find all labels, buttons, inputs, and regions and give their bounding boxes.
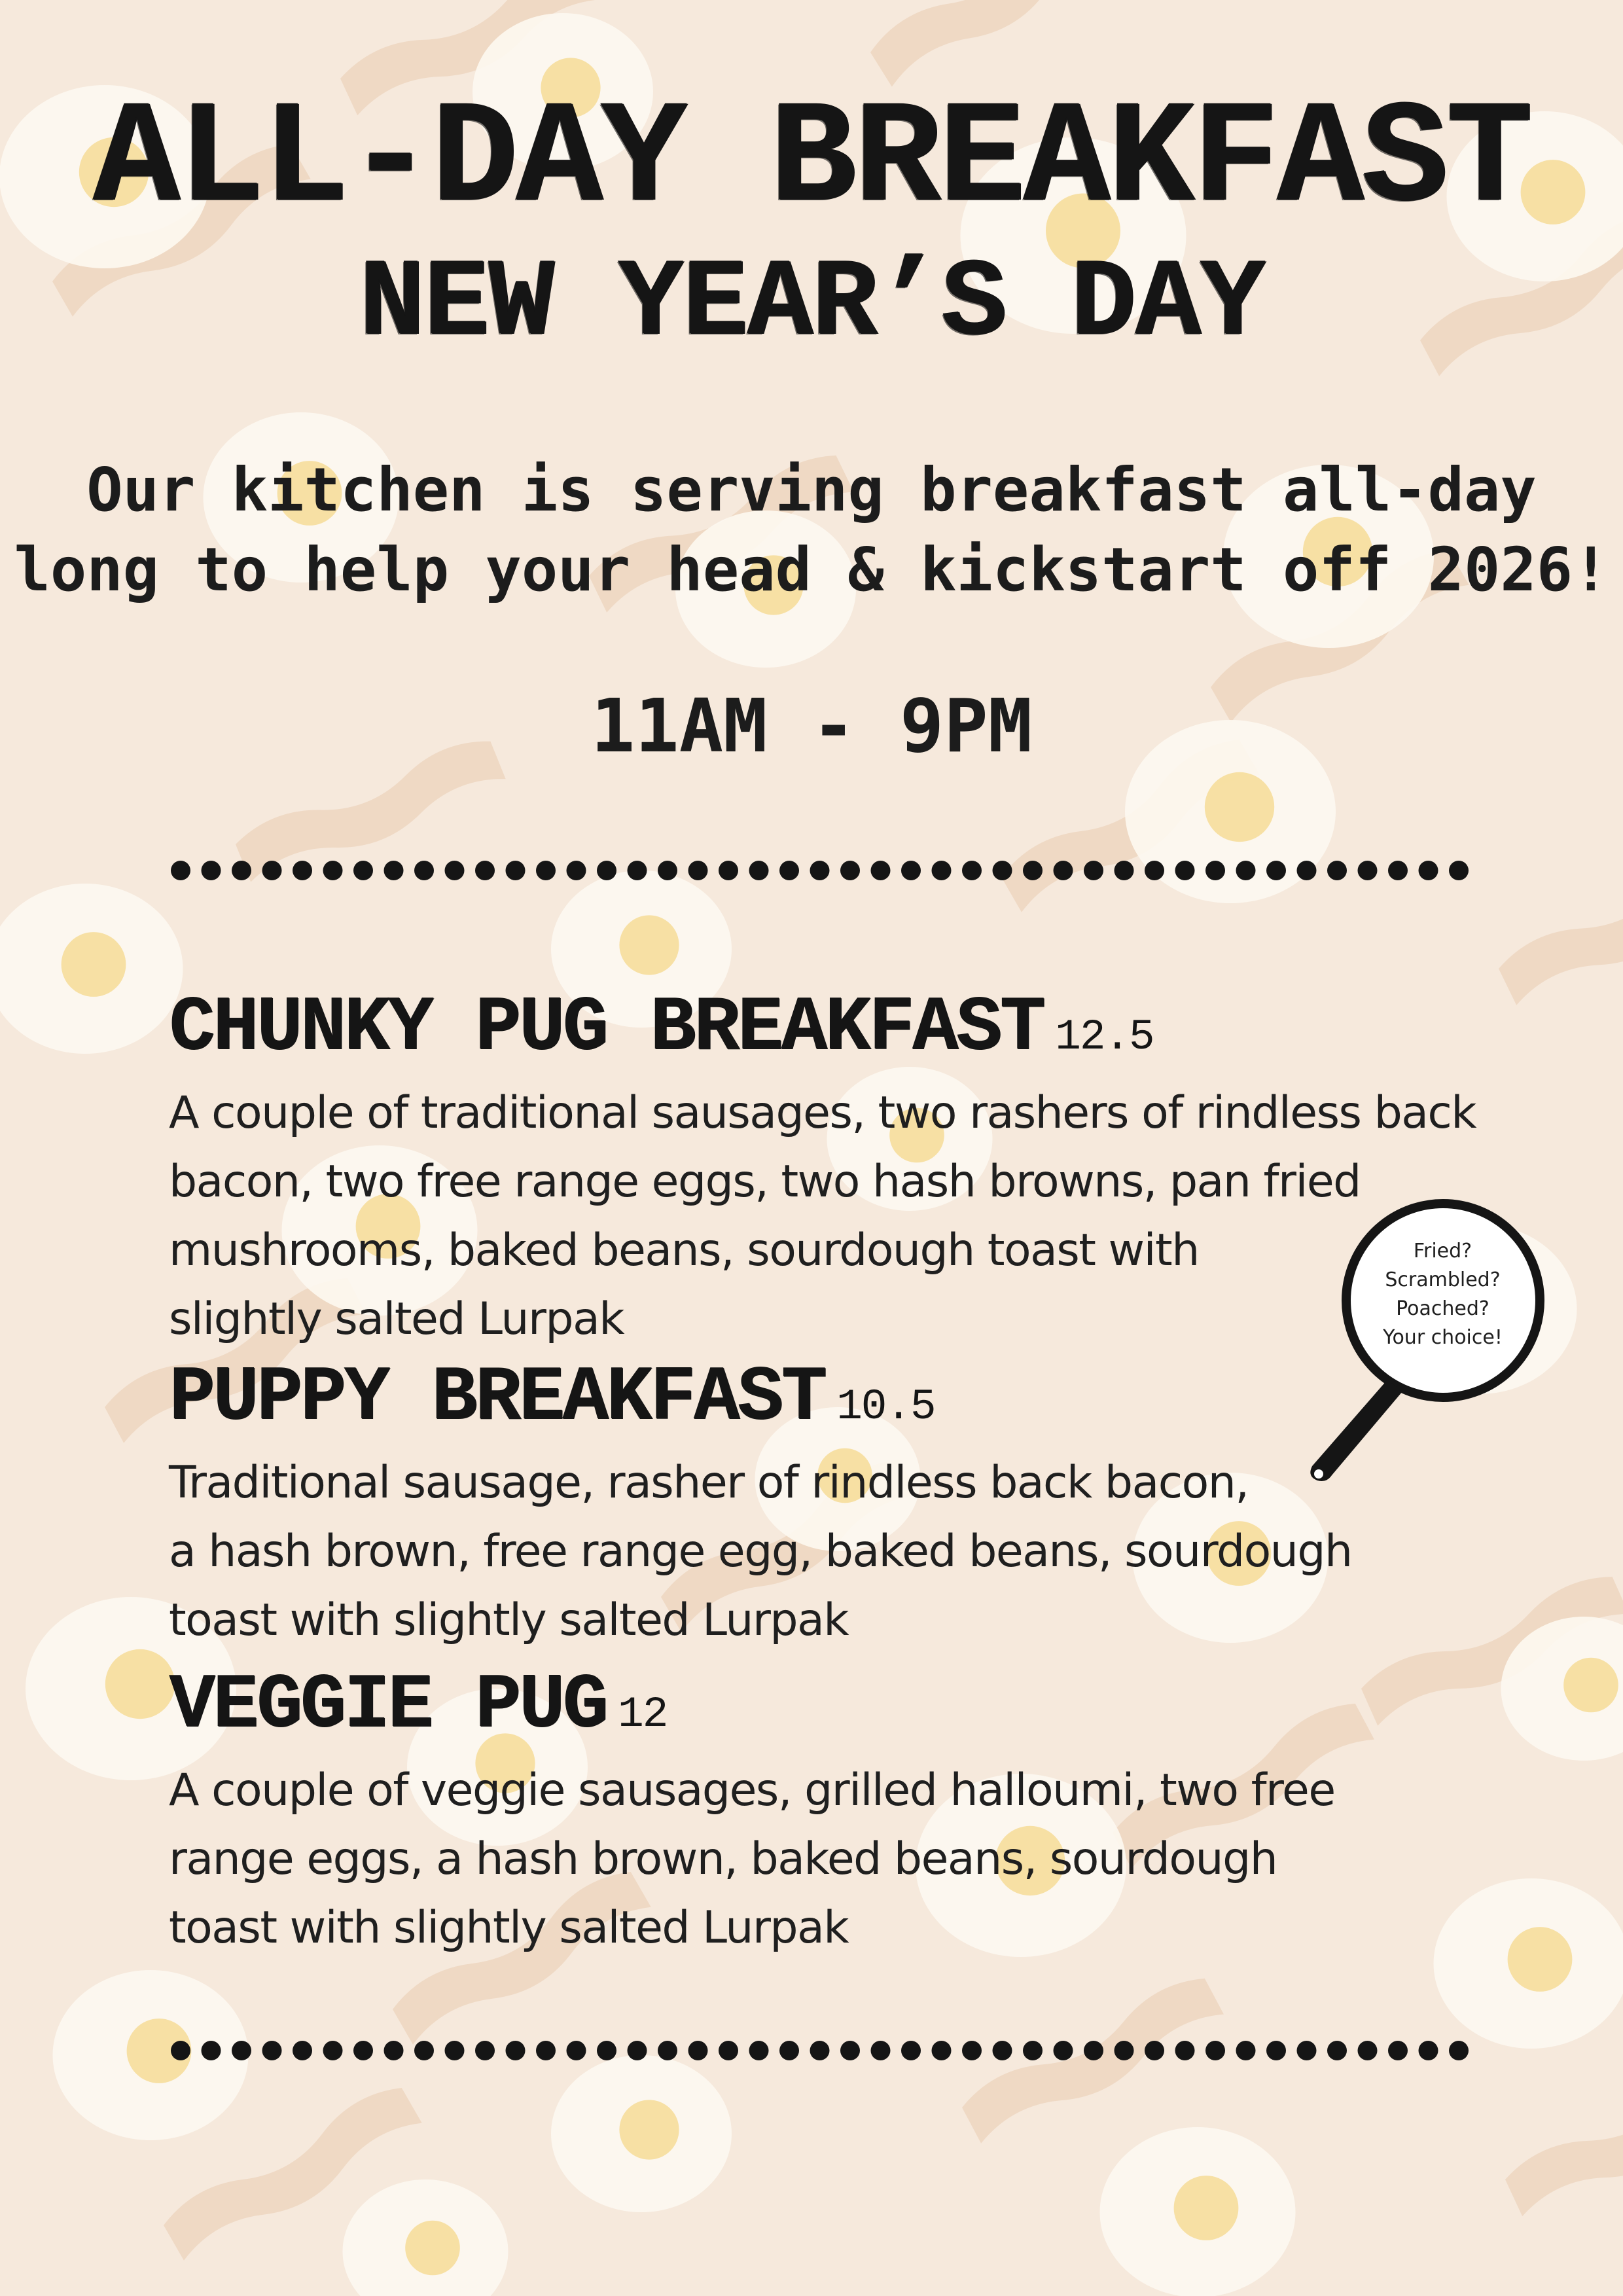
divider-dot bbox=[1084, 2041, 1103, 2060]
divider-dot bbox=[658, 861, 677, 880]
divider-dot bbox=[1297, 2041, 1317, 2060]
serving-hours: 11AM - 9PM bbox=[590, 684, 1033, 769]
divider-dot bbox=[202, 861, 221, 880]
divider-dot bbox=[567, 2041, 586, 2060]
dotted-divider-top bbox=[169, 854, 1471, 887]
egg-choice-badge bbox=[1343, 1237, 1543, 1352]
divider-dot bbox=[536, 2041, 556, 2060]
divider-dot bbox=[475, 861, 495, 880]
divider-dot bbox=[628, 861, 647, 880]
menu-item-name: VEGGIE PUG bbox=[169, 1662, 607, 1749]
divider-dot bbox=[1205, 861, 1225, 880]
divider-dot bbox=[353, 861, 373, 880]
divider-dot bbox=[1388, 861, 1408, 880]
divider-dot bbox=[475, 2041, 495, 2060]
divider-dot bbox=[810, 861, 830, 880]
menu-item-price: 12 bbox=[618, 1690, 668, 1739]
divider-dot bbox=[688, 2041, 708, 2060]
divider-dot bbox=[353, 2041, 373, 2060]
divider-dot bbox=[871, 861, 891, 880]
divider-dot bbox=[597, 2041, 616, 2060]
intro-line-2: long to help your head & kickstart off 2026! bbox=[14, 535, 1609, 605]
divider-dot bbox=[993, 861, 1012, 880]
divider-dot bbox=[1054, 2041, 1073, 2060]
page-subtitle: NEW YEAR’S DAY bbox=[359, 242, 1264, 367]
divider-dot bbox=[323, 861, 343, 880]
divider-dot bbox=[1145, 861, 1164, 880]
divider-dot bbox=[932, 2041, 952, 2060]
divider-dot bbox=[597, 861, 616, 880]
egg-choice-line: Scrambled? bbox=[1385, 1268, 1501, 1291]
divider-dot bbox=[1388, 2041, 1408, 2060]
divider-dot bbox=[232, 2041, 251, 2060]
divider-dot bbox=[1023, 861, 1043, 880]
divider-dot bbox=[1205, 2041, 1225, 2060]
divider-dot bbox=[506, 861, 526, 880]
divider-dot bbox=[262, 861, 282, 880]
divider-dot bbox=[1419, 2041, 1438, 2060]
divider-dot bbox=[810, 2041, 830, 2060]
divider-dot bbox=[840, 861, 860, 880]
divider-dot bbox=[414, 861, 434, 880]
divider-dot bbox=[445, 861, 465, 880]
divider-dot bbox=[779, 861, 799, 880]
divider-dot bbox=[1266, 2041, 1286, 2060]
divider-dot bbox=[1419, 861, 1438, 880]
divider-dot bbox=[628, 2041, 647, 2060]
divider-dot bbox=[1358, 861, 1378, 880]
divider-dot bbox=[719, 861, 738, 880]
divider-dot bbox=[262, 2041, 282, 2060]
divider-dot bbox=[1145, 2041, 1164, 2060]
divider-dot bbox=[1297, 861, 1317, 880]
divider-dot bbox=[1054, 861, 1073, 880]
divider-dot bbox=[506, 2041, 526, 2060]
divider-dot bbox=[171, 861, 190, 880]
divider-dot bbox=[658, 2041, 677, 2060]
menu-item-price: 12.5 bbox=[1055, 1013, 1154, 1062]
egg-choice-line: Fried? bbox=[1413, 1240, 1472, 1263]
divider-dot bbox=[1236, 861, 1256, 880]
menu-item-name: PUPPY BREAKFAST bbox=[169, 1355, 825, 1442]
divider-dot bbox=[1084, 861, 1103, 880]
divider-dot bbox=[293, 861, 312, 880]
divider-dot bbox=[1327, 2041, 1347, 2060]
menu-item-description: A couple of veggie sausages, grilled halloumi, two free range eggs, a hash brown, baked beans, sourdough toast with slightly salted Lurpak bbox=[169, 1765, 1335, 1954]
divider-dot bbox=[1449, 2041, 1469, 2060]
divider-dot bbox=[293, 2041, 312, 2060]
divider-dot bbox=[779, 2041, 799, 2060]
divider-dot bbox=[688, 861, 708, 880]
divider-dot bbox=[171, 2041, 190, 2060]
divider-dot bbox=[993, 2041, 1012, 2060]
egg-choice-line: Your choice! bbox=[1383, 1326, 1503, 1349]
divider-dot bbox=[1358, 2041, 1378, 2060]
divider-dot bbox=[1266, 861, 1286, 880]
divider-dot bbox=[962, 861, 982, 880]
divider-dot bbox=[749, 2041, 769, 2060]
menu-item-name: CHUNKY PUG BREAKFAST bbox=[169, 985, 1044, 1072]
divider-dot bbox=[384, 861, 404, 880]
divider-dot bbox=[932, 861, 952, 880]
menu-item-description: A couple of traditional sausages, two rashers of rindless back bacon, two free range eggs, two hash browns, pan fried mushrooms, baked beans, sourdough toast with slightly salted Lurpak bbox=[169, 1087, 1476, 1345]
divider-dot bbox=[719, 2041, 738, 2060]
divider-dot bbox=[567, 861, 586, 880]
menu-item-price: 10.5 bbox=[836, 1382, 935, 1431]
divider-dot bbox=[1023, 2041, 1043, 2060]
intro-line-1: Our kitchen is serving breakfast all-day bbox=[86, 455, 1537, 525]
divider-dot bbox=[1327, 861, 1347, 880]
divider-dot bbox=[1175, 2041, 1195, 2060]
divider-dot bbox=[901, 2041, 921, 2060]
menu-item-veggie-pug bbox=[169, 1662, 1517, 1962]
egg-choice-line: Poached? bbox=[1396, 1297, 1489, 1320]
divider-dot bbox=[1175, 861, 1195, 880]
divider-dot bbox=[232, 861, 251, 880]
divider-dot bbox=[1449, 861, 1469, 880]
divider-dot bbox=[1236, 2041, 1256, 2060]
divider-dot bbox=[414, 2041, 434, 2060]
divider-dot bbox=[749, 861, 769, 880]
divider-dot bbox=[962, 2041, 982, 2060]
page-title: ALL-DAY BREAKFAST bbox=[92, 78, 1531, 243]
divider-dot bbox=[901, 861, 921, 880]
divider-dot bbox=[1115, 2041, 1134, 2060]
divider-dot bbox=[536, 861, 556, 880]
dotted-divider-bottom bbox=[169, 2034, 1471, 2067]
divider-dot bbox=[445, 2041, 465, 2060]
menu-item-description: Traditional sausage, rasher of rindless back bacon, a hash brown, free range egg, baked beans, sourdough toast with slightly salted Lurpak bbox=[169, 1457, 1352, 1646]
divider-dot bbox=[323, 2041, 343, 2060]
divider-dot bbox=[384, 2041, 404, 2060]
divider-dot bbox=[202, 2041, 221, 2060]
divider-dot bbox=[1115, 861, 1134, 880]
divider-dot bbox=[871, 2041, 891, 2060]
divider-dot bbox=[840, 2041, 860, 2060]
